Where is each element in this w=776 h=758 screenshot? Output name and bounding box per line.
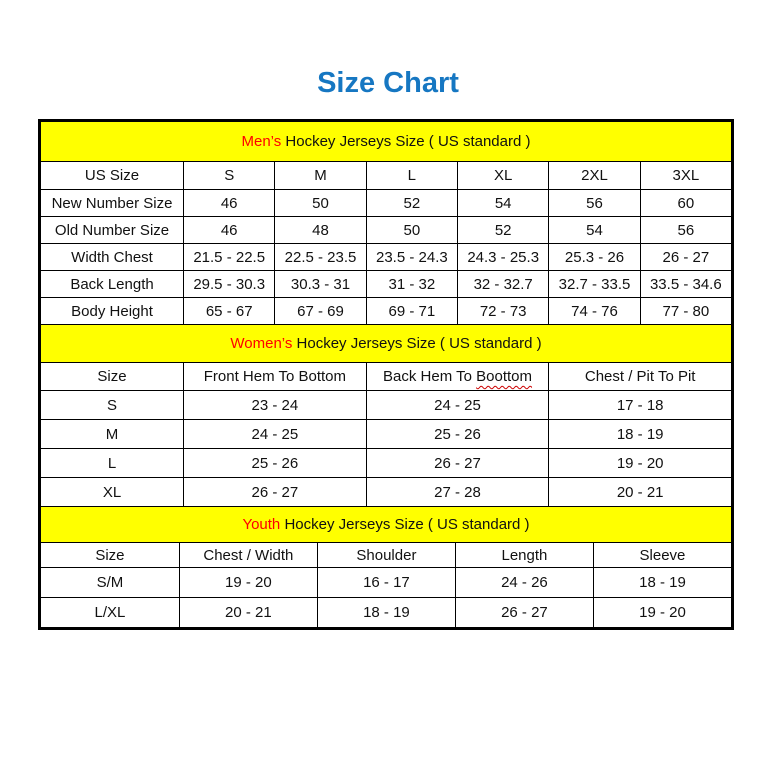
size-value: 32 - 32.7 bbox=[458, 271, 549, 298]
womens-header-row bbox=[41, 363, 732, 391]
size-value: 22.5 - 23.5 bbox=[275, 244, 366, 271]
womens-row-m bbox=[41, 420, 732, 449]
youth-col-shoulder: Shoulder bbox=[317, 543, 455, 568]
size-chart bbox=[38, 119, 734, 630]
mens-size-table bbox=[40, 121, 732, 325]
mens-header-row bbox=[41, 162, 732, 190]
size-value: 54 bbox=[549, 217, 640, 244]
womens-title-accent: Women’s bbox=[230, 335, 293, 352]
youth-row-sm bbox=[41, 568, 732, 598]
size-value: 26 - 27 bbox=[184, 478, 367, 507]
size-value: 60 bbox=[640, 190, 731, 217]
size-value: 27 - 28 bbox=[366, 478, 549, 507]
size-value: 29.5 - 30.3 bbox=[184, 271, 275, 298]
mens-col-xl: XL bbox=[458, 162, 549, 190]
size-value: 50 bbox=[366, 217, 457, 244]
row-label: Back Length bbox=[41, 271, 184, 298]
row-label: L/XL bbox=[41, 598, 180, 628]
size-value: 52 bbox=[458, 217, 549, 244]
womens-title-rest: Hockey Jerseys Size ( US standard ) bbox=[292, 335, 542, 352]
size-value: 26 - 27 bbox=[640, 244, 731, 271]
youth-row-lxl bbox=[41, 598, 732, 628]
mens-band-row bbox=[41, 122, 732, 162]
row-label: S bbox=[41, 391, 184, 420]
size-value: 33.5 - 34.6 bbox=[640, 271, 731, 298]
mens-row-body-height bbox=[41, 298, 732, 325]
youth-title-rest: Hockey Jerseys Size ( US standard ) bbox=[280, 516, 530, 533]
mens-col-s: S bbox=[184, 162, 275, 190]
womens-row-xl bbox=[41, 478, 732, 507]
size-value: 25.3 - 26 bbox=[549, 244, 640, 271]
size-value: 30.3 - 31 bbox=[275, 271, 366, 298]
size-value: 25 - 26 bbox=[366, 420, 549, 449]
size-value: 54 bbox=[458, 190, 549, 217]
youth-size-table bbox=[40, 506, 732, 628]
size-value: 72 - 73 bbox=[458, 298, 549, 325]
size-value: 25 - 26 bbox=[184, 449, 367, 478]
mens-col-us-size: US Size bbox=[41, 162, 184, 190]
youth-col-size: Size bbox=[41, 543, 180, 568]
youth-col-length: Length bbox=[455, 543, 593, 568]
size-value: 65 - 67 bbox=[184, 298, 275, 325]
womens-col-size: Size bbox=[41, 363, 184, 391]
mens-col-m: M bbox=[275, 162, 366, 190]
size-value: 20 - 21 bbox=[549, 478, 732, 507]
womens-col-chest: Chest / Pit To Pit bbox=[549, 363, 732, 391]
size-value: 56 bbox=[640, 217, 731, 244]
size-value: 18 - 19 bbox=[593, 568, 731, 598]
row-label: S/M bbox=[41, 568, 180, 598]
size-value: 32.7 - 33.5 bbox=[549, 271, 640, 298]
youth-table-title bbox=[41, 507, 732, 543]
size-value: 23 - 24 bbox=[184, 391, 367, 420]
size-value: 18 - 19 bbox=[549, 420, 732, 449]
size-value: 52 bbox=[366, 190, 457, 217]
size-value: 17 - 18 bbox=[549, 391, 732, 420]
youth-title-accent: Youth bbox=[242, 516, 281, 533]
womens-row-s bbox=[41, 391, 732, 420]
mens-title-accent: Men’s bbox=[241, 133, 282, 150]
back-hem-misspelled-word: Boottom bbox=[476, 368, 533, 385]
size-value: 46 bbox=[184, 217, 275, 244]
size-value: 26 - 27 bbox=[366, 449, 549, 478]
mens-table-title bbox=[41, 122, 732, 162]
mens-col-3xl: 3XL bbox=[640, 162, 731, 190]
row-label: Old Number Size bbox=[41, 217, 184, 244]
size-value: 67 - 69 bbox=[275, 298, 366, 325]
mens-row-width-chest bbox=[41, 244, 732, 271]
mens-row-back-length bbox=[41, 271, 732, 298]
youth-header-row bbox=[41, 543, 732, 568]
size-value: 50 bbox=[275, 190, 366, 217]
size-value: 48 bbox=[275, 217, 366, 244]
size-value: 24.3 - 25.3 bbox=[458, 244, 549, 271]
size-value: 20 - 21 bbox=[179, 598, 317, 628]
womens-col-back-hem bbox=[366, 363, 549, 391]
row-label: L bbox=[41, 449, 184, 478]
size-value: 24 - 25 bbox=[184, 420, 367, 449]
size-value: 23.5 - 24.3 bbox=[366, 244, 457, 271]
youth-col-sleeve: Sleeve bbox=[593, 543, 731, 568]
size-value: 24 - 26 bbox=[455, 568, 593, 598]
size-value: 24 - 25 bbox=[366, 391, 549, 420]
page-title: Size Chart bbox=[317, 67, 459, 99]
size-value: 31 - 32 bbox=[366, 271, 457, 298]
youth-col-chest-width: Chest / Width bbox=[179, 543, 317, 568]
size-value: 77 - 80 bbox=[640, 298, 731, 325]
size-value: 18 - 19 bbox=[317, 598, 455, 628]
size-value: 56 bbox=[549, 190, 640, 217]
mens-title-rest: Hockey Jerseys Size ( US standard ) bbox=[281, 133, 531, 150]
womens-row-l bbox=[41, 449, 732, 478]
mens-col-2xl: 2XL bbox=[549, 162, 640, 190]
mens-row-old-number bbox=[41, 217, 732, 244]
size-value: 19 - 20 bbox=[593, 598, 731, 628]
size-value: 46 bbox=[184, 190, 275, 217]
back-hem-prefix: Back Hem To bbox=[383, 368, 477, 385]
womens-band-row bbox=[41, 325, 732, 363]
womens-size-table bbox=[40, 324, 732, 507]
mens-col-l: L bbox=[366, 162, 457, 190]
size-value: 69 - 71 bbox=[366, 298, 457, 325]
size-value: 19 - 20 bbox=[549, 449, 732, 478]
womens-table-title bbox=[41, 325, 732, 363]
youth-band-row bbox=[41, 507, 732, 543]
row-label: XL bbox=[41, 478, 184, 507]
mens-row-new-number bbox=[41, 190, 732, 217]
size-value: 19 - 20 bbox=[179, 568, 317, 598]
size-value: 21.5 - 22.5 bbox=[184, 244, 275, 271]
row-label: M bbox=[41, 420, 184, 449]
size-value: 16 - 17 bbox=[317, 568, 455, 598]
size-value: 26 - 27 bbox=[455, 598, 593, 628]
row-label: Body Height bbox=[41, 298, 184, 325]
womens-col-front-hem: Front Hem To Bottom bbox=[184, 363, 367, 391]
row-label: New Number Size bbox=[41, 190, 184, 217]
row-label: Width Chest bbox=[41, 244, 184, 271]
size-value: 74 - 76 bbox=[549, 298, 640, 325]
